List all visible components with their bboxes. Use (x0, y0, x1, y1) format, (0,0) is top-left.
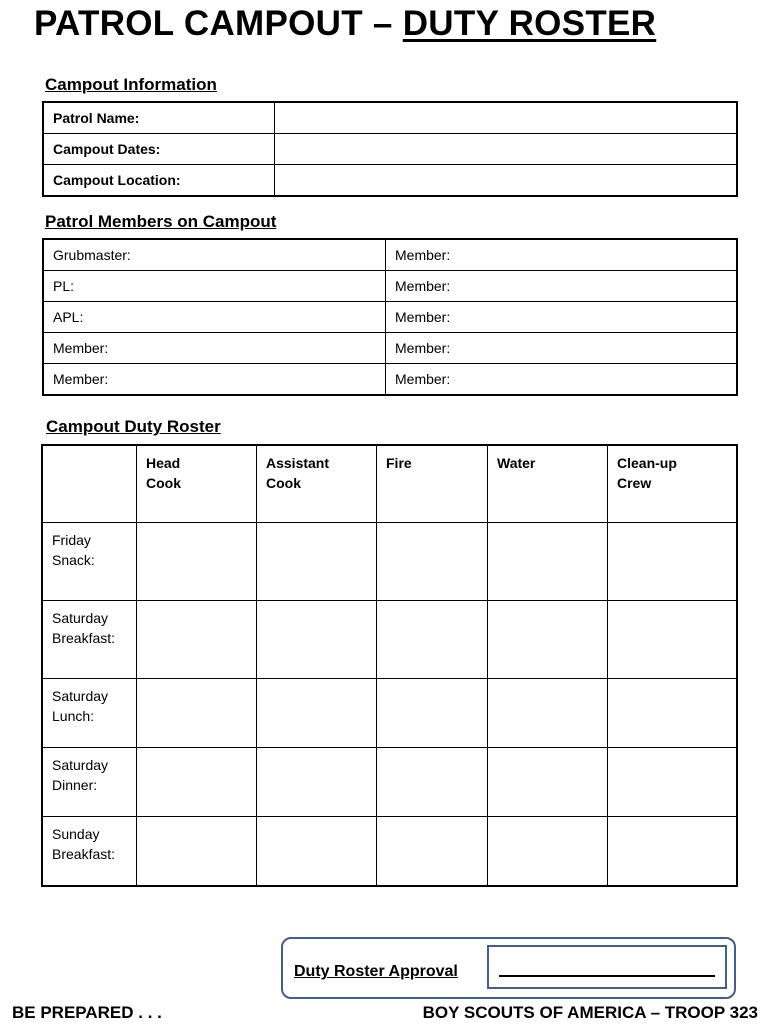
roster-cell[interactable] (137, 748, 257, 817)
meal-label-line: Dinner: (52, 777, 98, 793)
column-header-line: Clean-up (617, 455, 677, 471)
campout-location-label: Campout Location: (44, 165, 275, 196)
column-header-water (488, 446, 608, 523)
member-cell[interactable]: Member: (44, 333, 386, 364)
roster-cell[interactable] (257, 748, 377, 817)
page-title (34, 4, 656, 44)
roster-cell[interactable] (377, 523, 488, 601)
roster-cell[interactable] (257, 679, 377, 748)
campout-dates-field[interactable] (275, 134, 737, 165)
meal-label (43, 601, 137, 679)
title-part-2: DUTY ROSTER (402, 4, 657, 43)
meal-label (43, 679, 137, 748)
member-cell[interactable]: Grubmaster: (44, 240, 386, 271)
table-row (44, 134, 737, 165)
column-header-fire (377, 446, 488, 523)
meal-label-line: Sunday (52, 826, 100, 842)
column-header-line: Fire (386, 455, 412, 471)
roster-cell[interactable] (257, 817, 377, 886)
roster-row-saturday-dinner (43, 748, 737, 817)
duty-roster-table (42, 445, 737, 886)
roster-row-saturday-breakfast (43, 601, 737, 679)
roster-cell[interactable] (608, 748, 737, 817)
patrol-name-label: Patrol Name: (44, 103, 275, 134)
roster-header-row (43, 446, 737, 523)
roster-cell[interactable] (137, 523, 257, 601)
column-header-line: Cook (146, 475, 181, 491)
meal-label (43, 817, 137, 886)
title-part-1: PATROL CAMPOUT – (34, 4, 403, 43)
table-row (44, 364, 737, 395)
table-row (44, 165, 737, 196)
roster-cell[interactable] (137, 817, 257, 886)
member-cell[interactable]: Member: (386, 240, 737, 271)
member-cell[interactable]: PL: (44, 271, 386, 302)
approval-box (281, 937, 736, 999)
roster-cell[interactable] (377, 748, 488, 817)
roster-cell[interactable] (608, 523, 737, 601)
table-row (44, 271, 737, 302)
roster-cell[interactable] (257, 523, 377, 601)
table-row (44, 240, 737, 271)
member-cell[interactable]: Member: (386, 333, 737, 364)
table-row (44, 103, 737, 134)
meal-label (43, 748, 137, 817)
members-heading: Patrol Members on Campout (45, 212, 277, 231)
roster-cell[interactable] (137, 601, 257, 679)
roster-row-saturday-lunch (43, 679, 737, 748)
column-header-assistant-cook (257, 446, 377, 523)
roster-row-friday-snack (43, 523, 737, 601)
member-cell[interactable]: Member: (44, 364, 386, 395)
roster-cell[interactable] (608, 817, 737, 886)
meal-label-line: Friday (52, 532, 91, 548)
column-header-line: Head (146, 455, 181, 471)
roster-cell[interactable] (488, 679, 608, 748)
roster-cell[interactable] (377, 817, 488, 886)
meal-label-line: Snack: (52, 552, 95, 568)
roster-cell[interactable] (488, 817, 608, 886)
table-row (44, 302, 737, 333)
roster-cell[interactable] (488, 601, 608, 679)
roster-corner-cell (43, 446, 137, 523)
meal-label-line: Breakfast: (52, 630, 116, 646)
roster-cell[interactable] (377, 679, 488, 748)
member-cell[interactable]: Member: (386, 364, 737, 395)
approval-signature-field[interactable] (487, 945, 727, 989)
column-header-line: Water (497, 455, 536, 471)
roster-cell[interactable] (377, 601, 488, 679)
campout-location-field[interactable] (275, 165, 737, 196)
footer-motto: BE PREPARED . . . (12, 1003, 162, 1022)
meal-label-line: Lunch: (52, 708, 95, 724)
campout-dates-label: Campout Dates: (44, 134, 275, 165)
members-table (43, 239, 737, 395)
campout-info-heading: Campout Information (45, 75, 217, 94)
roster-cell[interactable] (488, 748, 608, 817)
member-cell[interactable]: Member: (386, 271, 737, 302)
meal-label (43, 523, 137, 601)
column-header-head-cook (137, 446, 257, 523)
column-header-line: Assistant (266, 455, 330, 471)
column-header-line: Cook (266, 475, 301, 491)
meal-label-line: Saturday (52, 688, 109, 704)
table-row (44, 333, 737, 364)
roster-cell[interactable] (608, 679, 737, 748)
column-header-cleanup-crew (608, 446, 737, 523)
footer-troop: BOY SCOUTS OF AMERICA – TROOP 323 (422, 1003, 758, 1022)
member-cell[interactable]: Member: (386, 302, 737, 333)
meal-label-line: Saturday (52, 757, 109, 773)
roster-cell[interactable] (488, 523, 608, 601)
campout-info-table (43, 102, 737, 196)
roster-heading: Campout Duty Roster (46, 417, 221, 436)
roster-row-sunday-breakfast (43, 817, 737, 886)
roster-cell[interactable] (137, 679, 257, 748)
meal-label-line: Saturday (52, 610, 109, 626)
patrol-name-field[interactable] (275, 103, 737, 134)
meal-label-line: Breakfast: (52, 846, 116, 862)
member-cell[interactable]: APL: (44, 302, 386, 333)
roster-cell[interactable] (257, 601, 377, 679)
column-header-line: Crew (617, 475, 652, 491)
roster-cell[interactable] (608, 601, 737, 679)
signature-line (499, 975, 715, 977)
approval-label: Duty Roster Approval (294, 963, 458, 980)
